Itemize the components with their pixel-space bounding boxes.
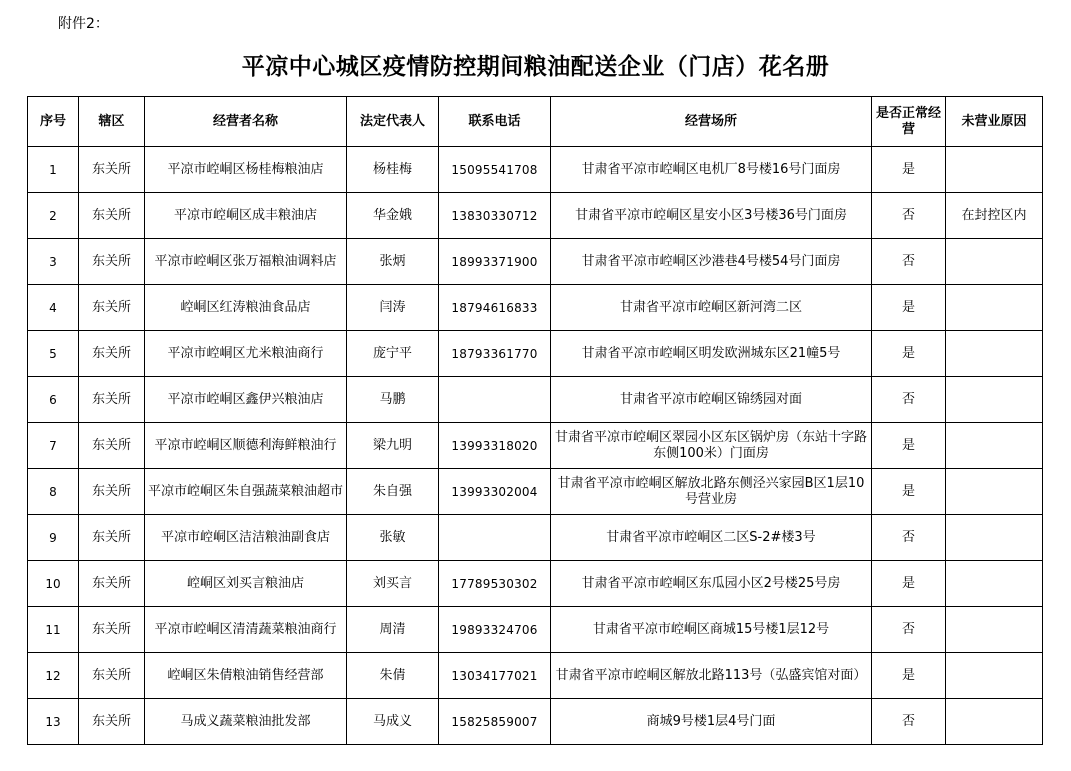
- cell-address: 甘肃省平凉市崆峒区电机厂8号楼16号门面房: [551, 147, 872, 193]
- cell-district: 东关所: [79, 193, 145, 239]
- header-operating: 是否正常经营: [872, 97, 946, 147]
- header-legal-rep: 法定代表人: [347, 97, 439, 147]
- header-operator: 经营者名称: [145, 97, 347, 147]
- cell-address: 甘肃省平凉市崆峒区解放北路东侧泾兴家园B区1层10号营业房: [551, 469, 872, 515]
- cell-seq: 8: [28, 469, 79, 515]
- cell-district: 东关所: [79, 239, 145, 285]
- cell-legal-rep: 马成义: [347, 699, 439, 745]
- cell-reason: [946, 607, 1043, 653]
- table-row: [28, 147, 1043, 193]
- cell-district: 东关所: [79, 423, 145, 469]
- cell-operator: 平凉市崆峒区杨桂梅粮油店: [145, 147, 347, 193]
- cell-legal-rep: 华金娥: [347, 193, 439, 239]
- table-row: [28, 239, 1043, 285]
- table-row: [28, 469, 1043, 515]
- table-row: [28, 699, 1043, 745]
- table-row: [28, 423, 1043, 469]
- cell-phone: 15825859007: [439, 699, 551, 745]
- cell-seq: 13: [28, 699, 79, 745]
- cell-district: 东关所: [79, 653, 145, 699]
- cell-district: 东关所: [79, 285, 145, 331]
- cell-legal-rep: 刘买言: [347, 561, 439, 607]
- header-district: 辖区: [79, 97, 145, 147]
- cell-seq: 5: [28, 331, 79, 377]
- cell-reason: [946, 423, 1043, 469]
- cell-phone: 13034177021: [439, 653, 551, 699]
- table-header-row: [28, 97, 1043, 147]
- table-row: [28, 607, 1043, 653]
- table-row: [28, 377, 1043, 423]
- cell-operating: 否: [872, 239, 946, 285]
- attachment-label: 附件2：: [58, 16, 109, 32]
- cell-legal-rep: 周清: [347, 607, 439, 653]
- cell-legal-rep: 马鹏: [347, 377, 439, 423]
- cell-seq: 2: [28, 193, 79, 239]
- cell-operating: 是: [872, 285, 946, 331]
- cell-operator: 平凉市崆峒区朱自强蔬菜粮油超市: [145, 469, 347, 515]
- cell-address: 甘肃省平凉市崆峒区沙港巷4号楼54号门面房: [551, 239, 872, 285]
- roster-table: [27, 96, 1043, 745]
- cell-operator: 马成义蔬菜粮油批发部: [145, 699, 347, 745]
- cell-address: 甘肃省平凉市崆峒区解放北路113号（弘盛宾馆对面）: [551, 653, 872, 699]
- cell-operating: 否: [872, 377, 946, 423]
- cell-district: 东关所: [79, 377, 145, 423]
- cell-operator: 崆峒区刘买言粮油店: [145, 561, 347, 607]
- cell-legal-rep: 闫涛: [347, 285, 439, 331]
- cell-operator: 平凉市崆峒区尤米粮油商行: [145, 331, 347, 377]
- header-address: 经营场所: [551, 97, 872, 147]
- cell-reason: 在封控区内: [946, 193, 1043, 239]
- cell-operator: 崆峒区红涛粮油食品店: [145, 285, 347, 331]
- cell-seq: 9: [28, 515, 79, 561]
- cell-operator: 崆峒区朱倩粮油销售经营部: [145, 653, 347, 699]
- cell-reason: [946, 469, 1043, 515]
- cell-seq: 12: [28, 653, 79, 699]
- cell-operator: 平凉市崆峒区洁洁粮油副食店: [145, 515, 347, 561]
- cell-district: 东关所: [79, 147, 145, 193]
- cell-reason: [946, 239, 1043, 285]
- cell-district: 东关所: [79, 469, 145, 515]
- cell-reason: [946, 331, 1043, 377]
- cell-operator: 平凉市崆峒区清清蔬菜粮油商行: [145, 607, 347, 653]
- cell-reason: [946, 147, 1043, 193]
- cell-address: 甘肃省平凉市崆峒区新河湾二区: [551, 285, 872, 331]
- cell-phone: [439, 377, 551, 423]
- cell-phone: 19893324706: [439, 607, 551, 653]
- cell-district: 东关所: [79, 699, 145, 745]
- cell-phone: 15095541708: [439, 147, 551, 193]
- cell-legal-rep: 朱倩: [347, 653, 439, 699]
- cell-phone: [439, 515, 551, 561]
- cell-operating: 否: [872, 699, 946, 745]
- cell-address: 甘肃省平凉市崆峒区锦绣园对面: [551, 377, 872, 423]
- cell-address: 甘肃省平凉市崆峒区商城15号楼1层12号: [551, 607, 872, 653]
- cell-district: 东关所: [79, 515, 145, 561]
- cell-reason: [946, 377, 1043, 423]
- cell-district: 东关所: [79, 331, 145, 377]
- cell-district: 东关所: [79, 561, 145, 607]
- cell-operating: 否: [872, 193, 946, 239]
- cell-address: 商城9号楼1层4号门面: [551, 699, 872, 745]
- cell-legal-rep: 梁九明: [347, 423, 439, 469]
- cell-seq: 6: [28, 377, 79, 423]
- cell-seq: 11: [28, 607, 79, 653]
- header-phone: 联系电话: [439, 97, 551, 147]
- cell-address: 甘肃省平凉市崆峒区翠园小区东区锅炉房（东站十字路东侧100米）门面房: [551, 423, 872, 469]
- cell-address: 甘肃省平凉市崆峒区东瓜园小区2号楼25号房: [551, 561, 872, 607]
- cell-operating: 是: [872, 561, 946, 607]
- cell-operating: 是: [872, 469, 946, 515]
- cell-reason: [946, 515, 1043, 561]
- cell-reason: [946, 285, 1043, 331]
- cell-legal-rep: 庞宁平: [347, 331, 439, 377]
- cell-operating: 是: [872, 653, 946, 699]
- cell-phone: 13993302004: [439, 469, 551, 515]
- cell-reason: [946, 653, 1043, 699]
- cell-operator: 平凉市崆峒区鑫伊兴粮油店: [145, 377, 347, 423]
- table-row: [28, 653, 1043, 699]
- cell-phone: 17789530302: [439, 561, 551, 607]
- cell-seq: 4: [28, 285, 79, 331]
- cell-legal-rep: 杨桂梅: [347, 147, 439, 193]
- cell-seq: 10: [28, 561, 79, 607]
- header-seq: 序号: [28, 97, 79, 147]
- table-row: [28, 285, 1043, 331]
- cell-operating: 是: [872, 147, 946, 193]
- page-title: 平凉中心城区疫情防控期间粮油配送企业（门店）花名册: [241, 53, 830, 80]
- cell-operator: 平凉市崆峒区顺德利海鲜粮油行: [145, 423, 347, 469]
- cell-phone: 13993318020: [439, 423, 551, 469]
- cell-legal-rep: 张炳: [347, 239, 439, 285]
- table-row: [28, 331, 1043, 377]
- table-row: [28, 515, 1043, 561]
- cell-operating: 否: [872, 607, 946, 653]
- cell-legal-rep: 张敏: [347, 515, 439, 561]
- cell-operating: 否: [872, 515, 946, 561]
- cell-legal-rep: 朱自强: [347, 469, 439, 515]
- cell-phone: 18794616833: [439, 285, 551, 331]
- cell-reason: [946, 561, 1043, 607]
- cell-phone: 18993371900: [439, 239, 551, 285]
- cell-phone: 13830330712: [439, 193, 551, 239]
- cell-operator: 平凉市崆峒区成丰粮油店: [145, 193, 347, 239]
- header-reason: 未营业原因: [946, 97, 1043, 147]
- cell-operator: 平凉市崆峒区张万福粮油调料店: [145, 239, 347, 285]
- cell-seq: 1: [28, 147, 79, 193]
- roster-body: [28, 147, 1043, 745]
- cell-seq: 3: [28, 239, 79, 285]
- table-row: [28, 193, 1043, 239]
- cell-reason: [946, 699, 1043, 745]
- cell-address: 甘肃省平凉市崆峒区明发欧洲城东区21幢5号: [551, 331, 872, 377]
- cell-address: 甘肃省平凉市崆峒区星安小区3号楼36号门面房: [551, 193, 872, 239]
- cell-seq: 7: [28, 423, 79, 469]
- cell-district: 东关所: [79, 607, 145, 653]
- cell-operating: 是: [872, 423, 946, 469]
- table-row: [28, 561, 1043, 607]
- cell-phone: 18793361770: [439, 331, 551, 377]
- cell-address: 甘肃省平凉市崆峒区二区S-2#楼3号: [551, 515, 872, 561]
- cell-operating: 是: [872, 331, 946, 377]
